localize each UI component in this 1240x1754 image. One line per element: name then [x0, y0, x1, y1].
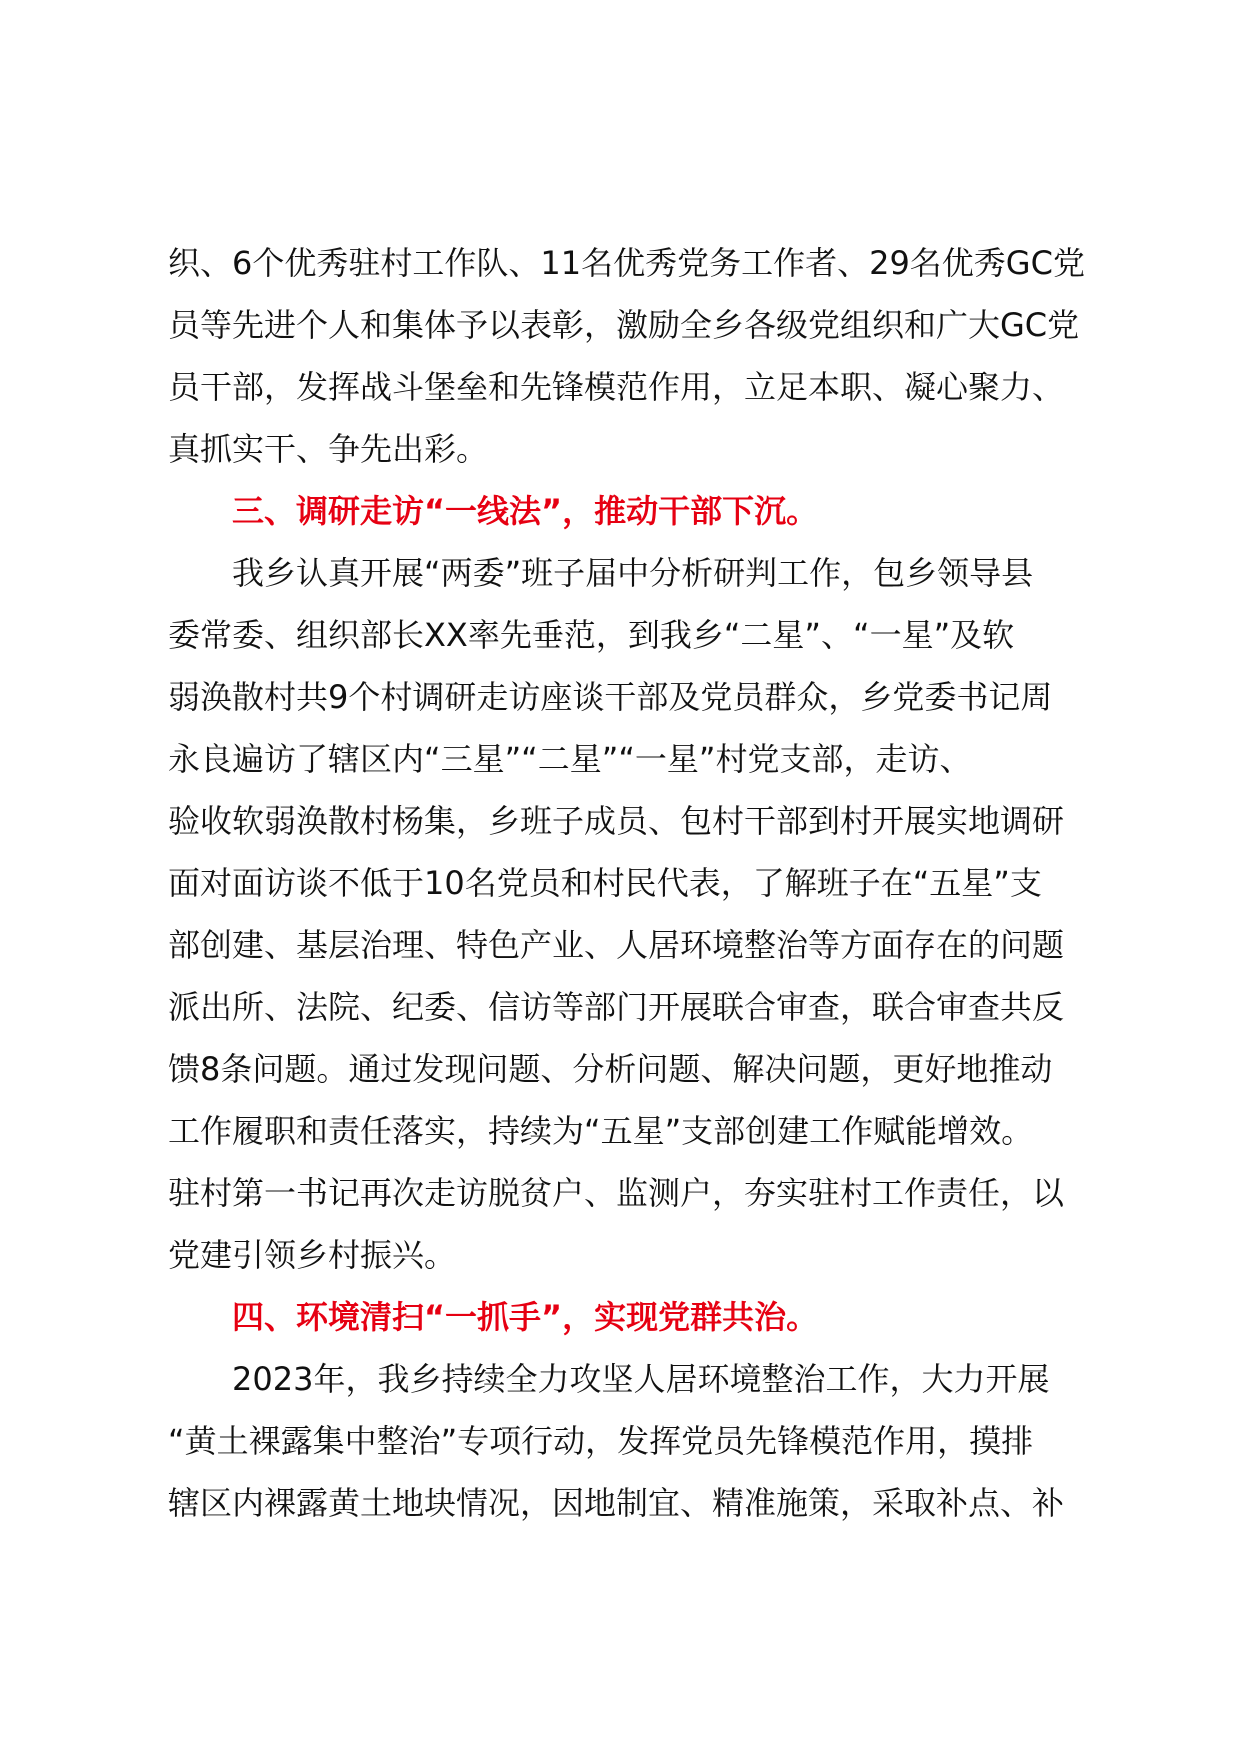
text-line: 党建引领乡村振兴。 [168, 1236, 457, 1274]
text-line: 弱涣散村共9个村调研走访座谈干部及党员群众，乡党委书记周 [168, 678, 1053, 716]
text-line: 辖区内裸露黄土地块情况，因地制宜、精准施策，采取补点、补 [168, 1484, 1065, 1522]
paragraph-start: 我乡认真开展“两委”班子届中分析研判工作，包乡领导县 [232, 554, 1034, 592]
text-line: “黄土裸露集中整治”专项行动，发挥党员先锋模范作用，摸排 [168, 1422, 1034, 1460]
text-line: 真抓实干、争先出彩。 [168, 430, 489, 468]
text-line: 面对面访谈不低于10名党员和村民代表，了解班子在“五星”支 [168, 864, 1042, 902]
text-line: 驻村第一书记再次走访脱贫户、监测户，夯实驻村工作责任，以 [168, 1174, 1065, 1212]
section-heading-3: 三、调研走访“一线法”，推动干部下沉。 [232, 492, 819, 530]
text-line: 织、6个优秀驻村工作队、11名优秀党务工作者、29名优秀GC党 [168, 244, 1085, 282]
text-line: 工作履职和责任落实，持续为“五星”支部创建工作赋能增效。 [168, 1112, 1034, 1150]
text-line: 永良遍访了辖区内“三星”“二星”“一星”村党支部，走访、 [168, 740, 972, 778]
text-line: 部创建、基层治理、特色产业、人居环境整治等方面存在的问题 [168, 926, 1065, 964]
text-line: 委常委、组织部长XX率先垂范，到我乡“二星”、“一星”及软 [168, 616, 1015, 654]
text-line: 馈8条问题。通过发现问题、分析问题、解决问题，更好地推动 [168, 1050, 1053, 1088]
text-line: 验收软弱涣散村杨集，乡班子成员、包村干部到村开展实地调研 [168, 802, 1065, 840]
paragraph-start: 2023年，我乡持续全力攻坚人居环境整治工作，大力开展 [232, 1360, 1050, 1398]
text-line: 员干部，发挥战斗堡垒和先锋模范作用，立足本职、凝心聚力、 [168, 368, 1065, 406]
document-page [168, 232, 1108, 1534]
text-line: 员等先进个人和集体予以表彰，激励全乡各级党组织和广大GC党 [168, 306, 1080, 344]
section-heading-4: 四、环境清扫“一抓手”，实现党群共治。 [232, 1298, 819, 1336]
text-line: 派出所、法院、纪委、信访等部门开展联合审查，联合审查共反 [168, 988, 1065, 1026]
